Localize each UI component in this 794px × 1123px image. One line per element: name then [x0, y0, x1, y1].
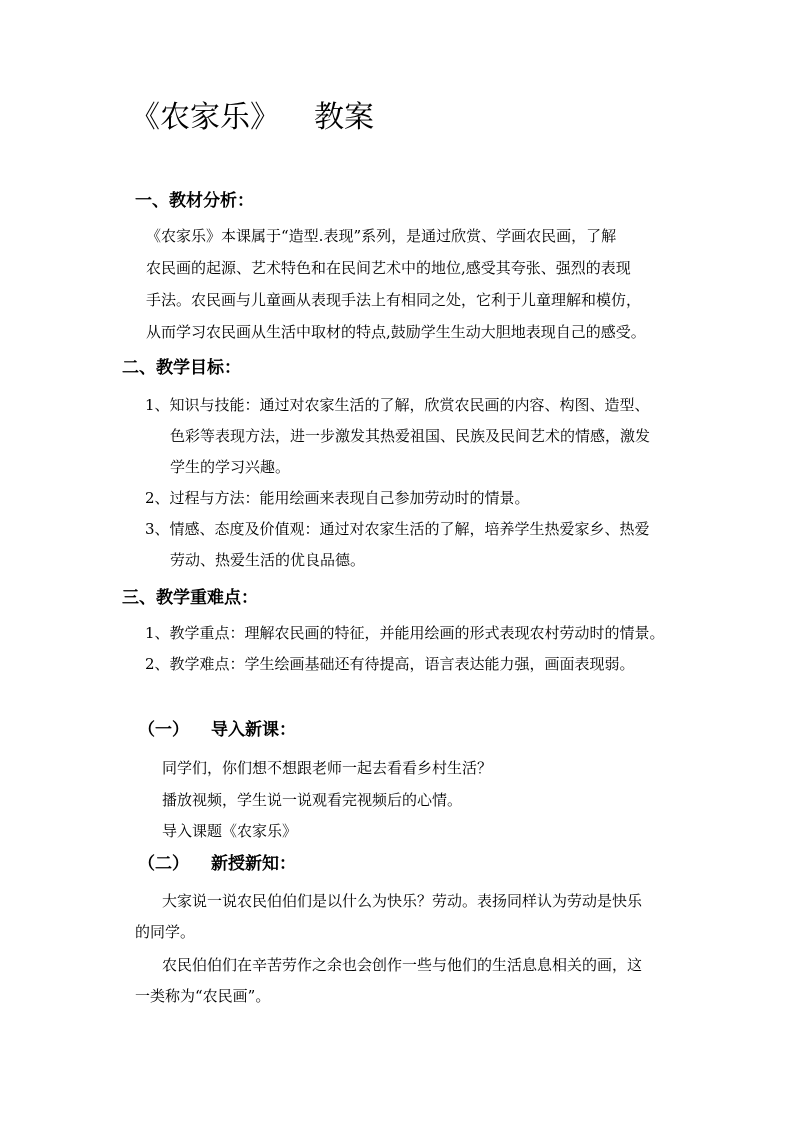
- section-number: （一）: [138, 720, 189, 740]
- section-title: 新授新知：: [211, 854, 296, 874]
- intro-line-1: 同学们，你们想不想跟老师一起去看看乡村生活？: [162, 759, 493, 777]
- objective-item-2: 2、过程与方法：能用绘画来表现自己参加劳动时的情景。: [145, 489, 530, 507]
- new-knowledge-para-2-line-2: 一类称为“农民画”。: [135, 987, 271, 1005]
- objective-item-3-line-2: 劳动、热爱生活的优良品德。: [170, 551, 366, 569]
- title-main: 《农家乐》: [130, 100, 280, 135]
- new-knowledge-para-2-line-1: 农民伯伯们在辛苦劳作之余也会创作一些与他们的生活息息相关的画，这: [162, 956, 643, 974]
- section-heading-introduction: [138, 718, 296, 742]
- intro-line-2: 播放视频，学生说一说观看完视频后的心情。: [162, 791, 463, 809]
- paragraph-line: 从而学习农民画从生活中取材的特点,鼓励学生生动大胆地表现自己的感受。: [146, 323, 646, 341]
- objective-item-1-line-2: 色彩等表现方法，进一步激发其热爱祖国、民族及民间艺术的情感，激发: [170, 427, 651, 445]
- paragraph-line: 手法。农民画与儿童画从表现手法上有相同之处，它利于儿童理解和模仿，: [146, 291, 642, 309]
- objective-item-3-line-1: 3、情感、态度及价值观：通过对农家生活的了解，培养学生热爱家乡、热爱: [145, 520, 650, 538]
- section-title: 导入新课：: [211, 720, 296, 740]
- section-heading-materials: 一、教材分析：: [135, 191, 254, 211]
- section-heading-new-knowledge: [138, 852, 296, 876]
- document-title: [130, 98, 374, 138]
- objective-item-1-line-1: 1、知识与技能：通过对农家生活的了解，欣赏农民画的内容、构图、造型、: [145, 396, 650, 414]
- new-knowledge-para-1-line-2: 的同学。: [135, 923, 196, 941]
- section-number: （二）: [138, 854, 189, 874]
- title-sub: 教案: [314, 100, 374, 135]
- section-heading-objectives: 二、教学目标：: [122, 358, 241, 378]
- paragraph-line: 《农家乐》本课属于“造型.表现”系列，是通过欣赏、学画农民画，了解: [146, 227, 617, 245]
- key-point-item-2: 2、教学难点：学生绘画基础还有待提高，语言表达能力强，画面表现弱。: [145, 655, 635, 673]
- objective-item-1-line-3: 学生的学习兴趣。: [170, 458, 291, 476]
- intro-line-3: 导入课题《农家乐》: [162, 822, 298, 840]
- new-knowledge-para-1-line-1: 大家说一说农民伯伯们是以什么为快乐？劳动。表扬同样认为劳动是快乐: [162, 892, 643, 910]
- materials-paragraph: [146, 224, 646, 352]
- paragraph-line: 农民画的起源、艺术特色和在民间艺术中的地位,感受其夸张、强烈的表现: [146, 259, 631, 277]
- key-point-item-1: 1、教学重点：理解农民画的特征，并能用绘画的形式表现农村劳动时的情景。: [145, 624, 665, 642]
- section-heading-key-points: 三、教学重难点：: [122, 588, 258, 608]
